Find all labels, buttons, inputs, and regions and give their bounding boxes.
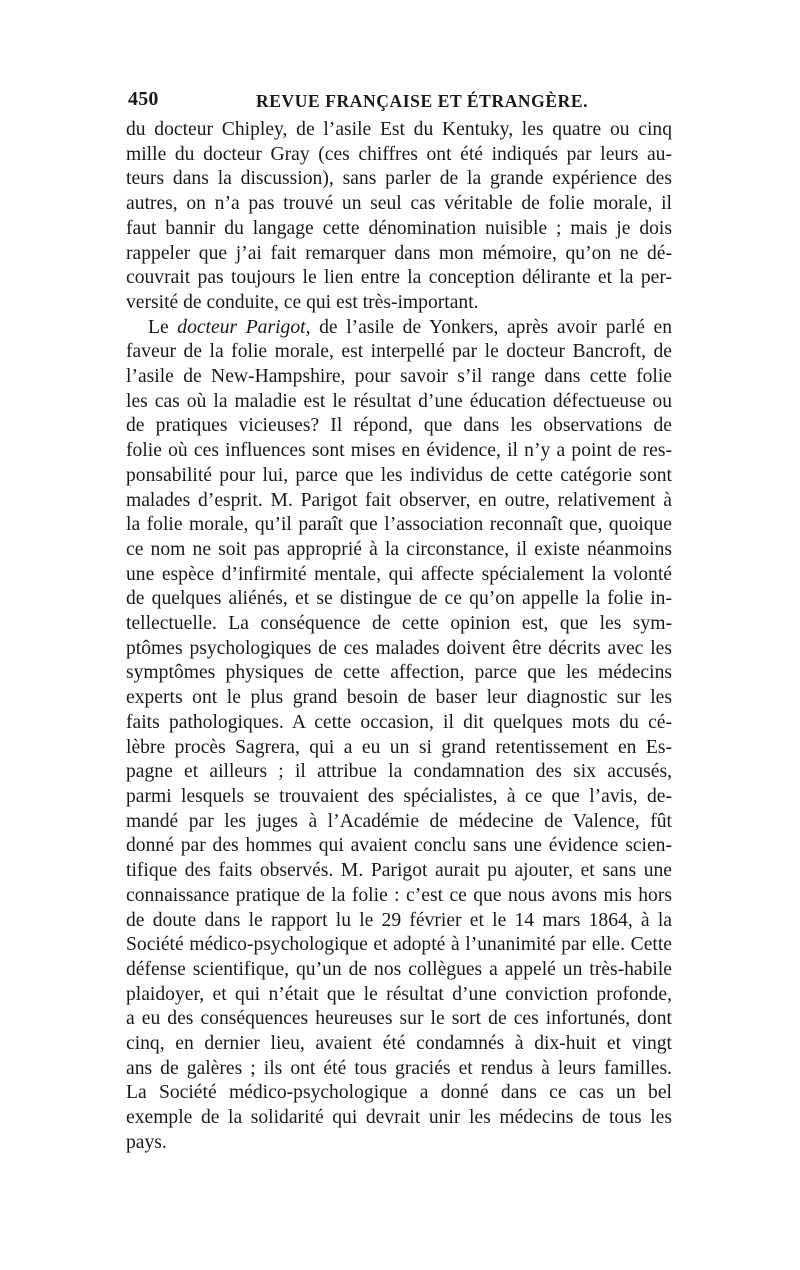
text-line: parmi lesquels se trouvaient des spécialistes, à ce que l’avis, de-: [126, 785, 672, 807]
text-line: ans de galères ; ils ont été tous graciés et rendus à leurs familles.: [126, 1057, 672, 1079]
text-line: experts ont le plus grand besoin de baser leur diagnostic sur les: [126, 687, 672, 709]
running-head: [126, 88, 672, 118]
text-line: tellectuelle. La conséquence de cette opinion est, que les sym-: [126, 613, 672, 635]
text-line: du docteur Chipley, de l’asile Est du Kentuky, les quatre ou cinq: [126, 119, 672, 140]
text-line: connaissance pratique de la folie : c’est ce que nous avons mis hors: [126, 884, 672, 906]
paragraph-lead: Le: [148, 316, 178, 338]
text-line: teurs dans la discussion), sans parler de la grande expérience des: [126, 168, 672, 190]
text-line: Société médico-psychologique et adopté à l’unanimité par elle. Cette: [126, 934, 672, 956]
paragraph-start-line: [126, 316, 672, 341]
text-line: l’asile de New-Hampshire, pour savoir s’il range dans cette folie: [126, 366, 672, 388]
text-line: a eu des conséquences heureuses sur le sort de ces infortunés, dont: [126, 1008, 672, 1030]
page-number: 450: [128, 88, 159, 110]
text-line: de pratiques vicieuses? Il répond, que dans les observations de: [126, 415, 672, 437]
text-line: autres, on n’a pas trouvé un seul cas véritable de folie morale, il: [126, 193, 672, 215]
text-line: rappeler que j’ai fait remarquer dans mon mémoire, qu’on ne dé-: [126, 242, 672, 264]
text-line: une espèce d’infirmité mentale, qui affecte spécialement la volonté: [126, 563, 672, 585]
text-line: les cas où la maladie est le résultat d’une éducation défectueuse ou: [126, 390, 672, 412]
text-line: pays.: [126, 1131, 167, 1153]
text-line: malades d’esprit. M. Parigot fait observer, en outre, relativement à: [126, 489, 672, 511]
running-title: REVUE FRANÇAISE ET ÉTRANGÈRE.: [256, 91, 589, 111]
text-line: de quelques aliénés, et se distingue de ce qu’on appelle la folie in-: [126, 588, 672, 610]
text-line: la folie morale, qu’il paraît que l’association reconnaît que, quoique: [126, 514, 672, 536]
text-line: donné par des hommes qui avaient conclu sans une évidence scien-: [126, 835, 672, 857]
text-line: défense scientifique, qu’un de nos collègues a appelé un très-habile: [126, 958, 672, 980]
text-line: mandé par les juges à l’Académie de médecine de Valence, fût: [126, 810, 672, 832]
text-line: symptômes physiques de cette affection, parce que les médecins: [126, 662, 672, 684]
text-line: tifique des faits observés. M. Parigot aurait pu ajouter, et sans une: [126, 860, 672, 882]
text-line: couvrait pas toujours le lien entre la conception délirante et la per-: [126, 267, 672, 289]
page: [126, 88, 672, 1156]
text-line: La Société médico-psychologique a donné dans ce cas un bel: [126, 1082, 672, 1104]
text-line: mille du docteur Gray (ces chiffres ont été indiqués par leurs au-: [126, 143, 672, 165]
text-line: ponsabilité pour lui, parce que les individus de cette catégorie sont: [126, 464, 672, 486]
text-line: faits pathologiques. A cette occasion, il dit quelques mots du cé-: [126, 711, 672, 733]
text-line: ptômes psychologiques de ces malades doivent être décrits avec les: [126, 637, 672, 659]
author-name-italic: docteur Parigot,: [177, 316, 311, 338]
text-line: plaidoyer, et qui n’était que le résultat d’une conviction profonde,: [126, 983, 672, 1005]
text-line: faut bannir du langage cette dénomination nuisible ; mais je dois: [126, 217, 672, 239]
text-line: pagne et ailleurs ; il attribue la condamnation des six accusés,: [126, 761, 672, 783]
text-line: ce nom ne soit pas approprié à la circonstance, il existe néanmoins: [126, 538, 672, 560]
text-line: exemple de la solidarité qui devrait unir les médecins de tous les: [126, 1107, 672, 1129]
text-line: versité de conduite, ce qui est très-important.: [126, 291, 479, 313]
text-line: folie où ces influences sont mises en évidence, il n’y a point de res-: [126, 440, 672, 462]
text-line: lèbre procès Sagrera, qui a eu un si grand retentissement en Es-: [126, 736, 672, 758]
body-text: [126, 118, 672, 1156]
text-line: de doute dans le rapport lu le 29 février et le 14 mars 1864, à la: [126, 909, 672, 931]
text-line: cinq, en dernier lieu, avaient été condamnés à dix-huit et vingt: [126, 1033, 672, 1055]
text-line-rest: de l’asile de Yonkers, après avoir parlé en: [319, 316, 672, 338]
text-line: faveur de la folie morale, est interpellé par le docteur Bancroft, de: [126, 341, 672, 363]
